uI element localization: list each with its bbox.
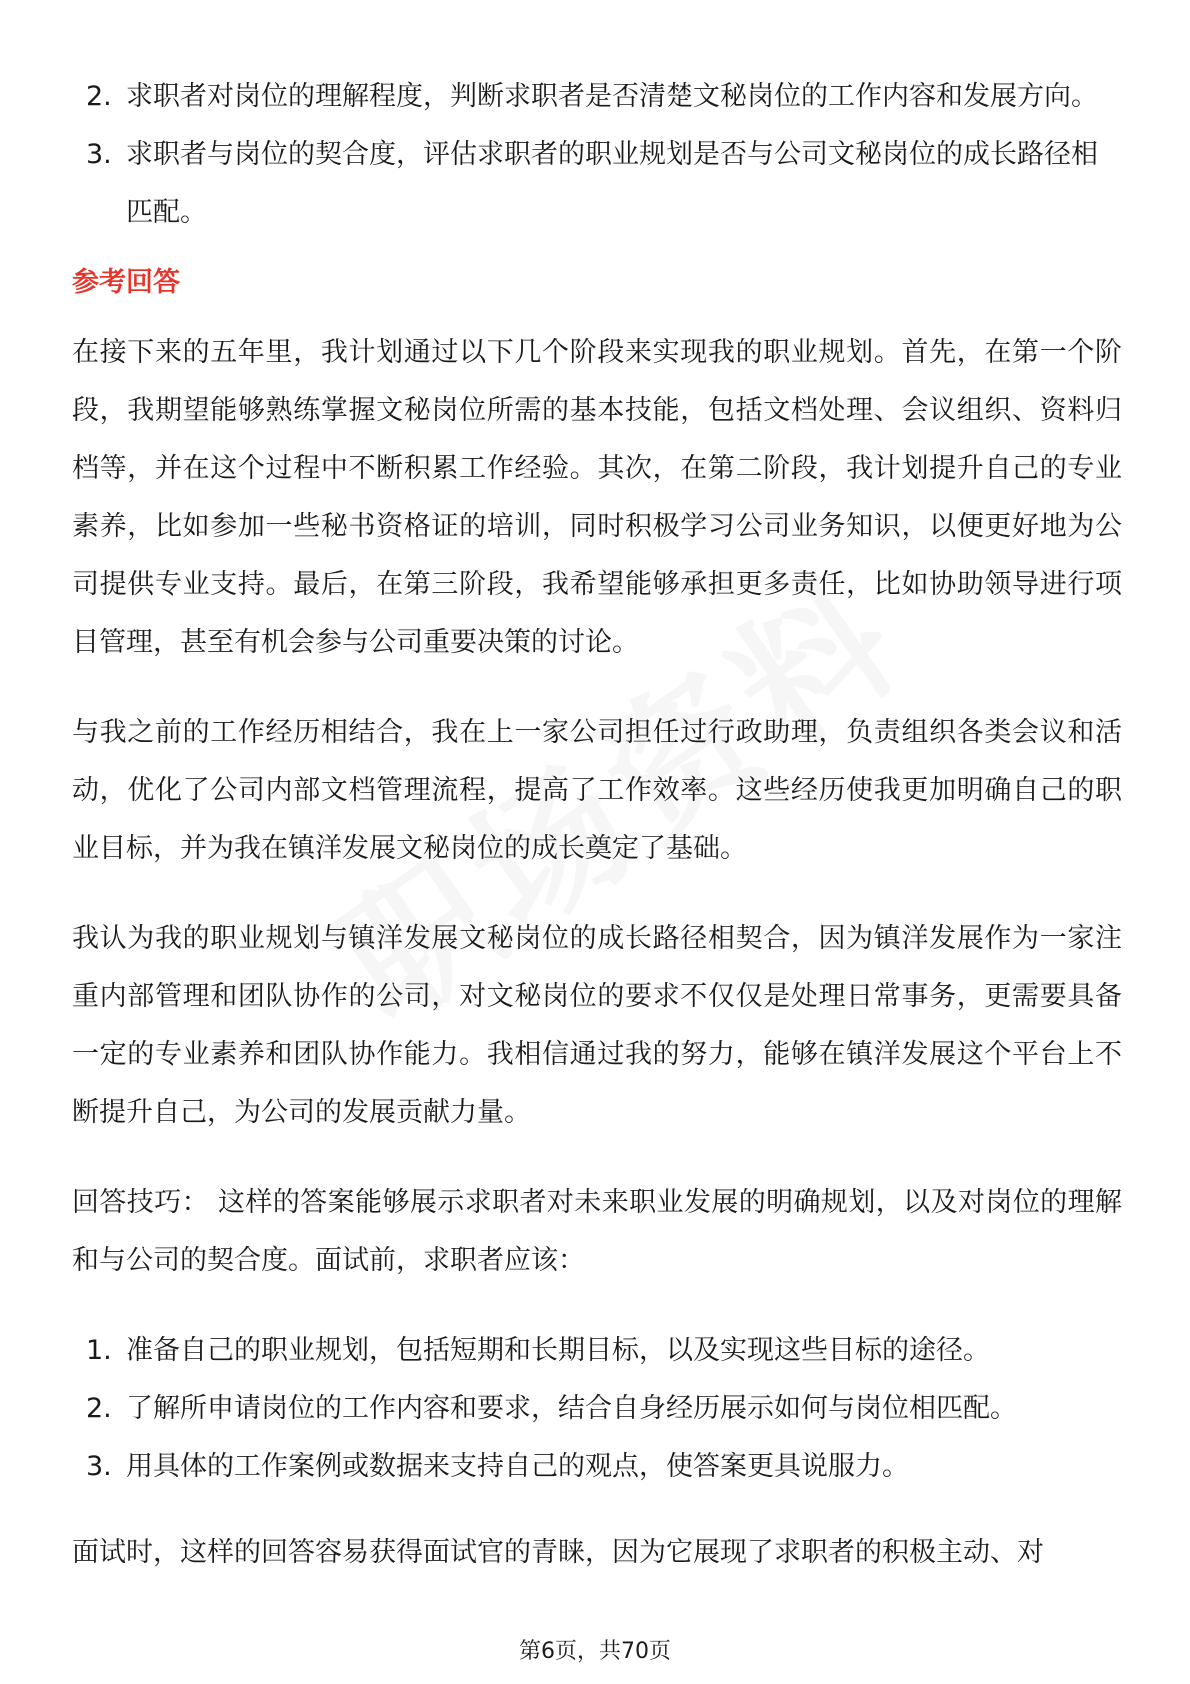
page-content [72, 68, 1122, 1614]
closing-paragraph: 面试时，这样的回答容易获得面试官的青睐，因为它展现了求职者的积极主动、对 [72, 1537, 1044, 1568]
list-item-text: 求职者与岗位的契合度，评估求职者的职业规划是否与公司文秘岗位的成长路径相匹配。 [126, 139, 1098, 228]
list-item-number: 1. [86, 1335, 112, 1366]
list-item-number: 2. [86, 1393, 112, 1424]
page-number: 第6页，共70页 [519, 1639, 671, 1664]
list-item [72, 1322, 1122, 1380]
list-item-number: 3. [86, 1451, 112, 1482]
list-item [72, 68, 1122, 126]
tips-list [72, 1322, 1122, 1496]
list-item [72, 1438, 1122, 1496]
paragraph: 与我之前的工作经历相结合，我在上一家公司担任过行政助理，负责组织各类会议和活动，优化了公司内部文档管理流程，提高了工作效率。这些经历使我更加明确自己的职业目标，并为我在镇洋发展文秘岗位的成长奠定了基础。 [72, 717, 1122, 864]
criteria-list [72, 68, 1122, 242]
list-item [72, 126, 1122, 242]
section-heading: 参考回答 [72, 267, 180, 298]
tips-paragraph: 回答技巧： 这样的答案能够展示求职者对未来职业发展的明确规划，以及对岗位的理解和与公司的契合度。面试前，求职者应该： [72, 1187, 1122, 1276]
paragraph: 在接下来的五年里，我计划通过以下几个阶段来实现我的职业规划。首先，在第一个阶段，我期望能够熟练掌握文秘岗位所需的基本技能，包括文档处理、会议组织、资料归档等，并在这个过程中不断积累工作经验。其次，在第二阶段，我计划提升自己的专业素养，比如参加一些秘书资格证的培训，同时积极学习公司业务知识，以便更好地为公司提供专业支持。最后，在第三阶段，我希望能够承担更多责任，比如协助领导进行项目管理，甚至有机会参与公司重要决策的讨论。 [72, 337, 1122, 658]
list-item-text: 用具体的工作案例或数据来支持自己的观点，使答案更具说服力。 [126, 1451, 909, 1482]
list-item-number: 2. [86, 81, 112, 112]
list-item-number: 3. [86, 139, 112, 170]
paragraph: 我认为我的职业规划与镇洋发展文秘岗位的成长路径相契合，因为镇洋发展作为一家注重内部管理和团队协作的公司，对文秘岗位的要求不仅仅是处理日常事务，更需要具备一定的专业素养和团队协作能力。我相信通过我的努力，能够在镇洋发展这个平台上不断提升自己，为公司的发展贡献力量。 [72, 923, 1122, 1128]
list-item [72, 1380, 1122, 1438]
list-item-text: 准备自己的职业规划，包括短期和长期目标，以及实现这些目标的途径。 [126, 1335, 990, 1366]
list-item-text: 了解所申请岗位的工作内容和要求，结合自身经历展示如何与岗位相匹配。 [126, 1393, 1017, 1424]
list-item-text: 求职者对岗位的理解程度，判断求职者是否清楚文秘岗位的工作内容和发展方向。 [126, 81, 1098, 112]
